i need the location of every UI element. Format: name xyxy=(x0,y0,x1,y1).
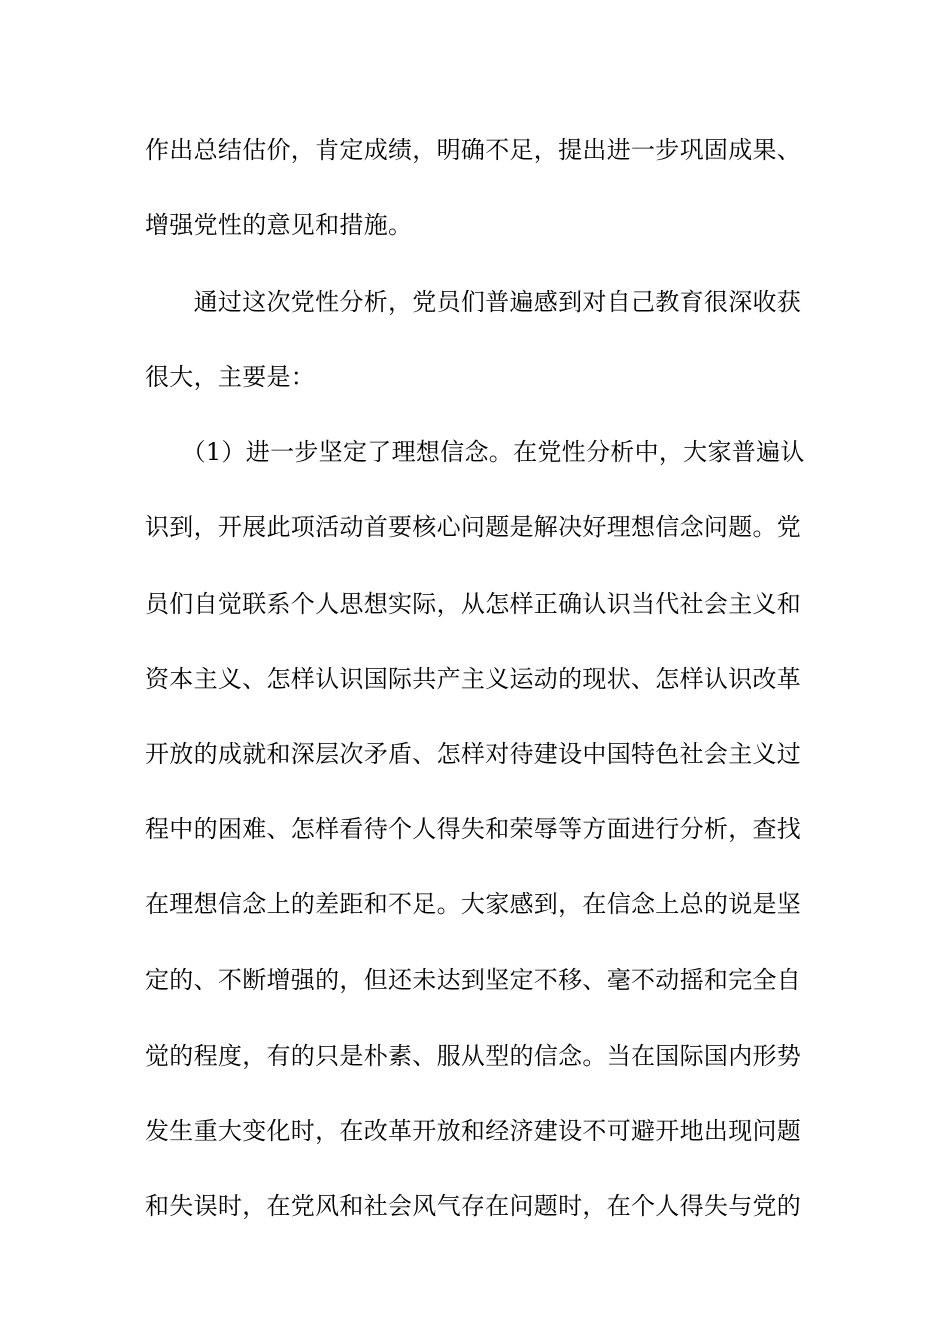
text-line: 识到，开展此项活动首要核心问题是解决好理想信念问题。党 xyxy=(145,513,802,541)
text-line: 觉的程度，有的只是朴素、服从型的信念。当在国际国内形势 xyxy=(145,1042,802,1070)
text-line: 员们自觉联系个人思想实际，从怎样正确认识当代社会主义和 xyxy=(145,590,802,618)
text-line: 程中的困难、怎样看待个人得失和荣辱等方面进行分析，查找 xyxy=(145,815,802,843)
text-line: （1）进一步坚定了理想信念。在党性分析中，大家普遍认 xyxy=(145,438,805,466)
text-line: 作出总结估价，肯定成绩，明确不足，提出进一步巩固成果、 xyxy=(145,136,802,164)
text-line: 开放的成就和深层次矛盾、怎样对待建设中国特色社会主义过 xyxy=(145,740,802,768)
text-line: 定的、不断增强的，但还未达到坚定不移、毫不动摇和完全自 xyxy=(145,966,802,994)
text-line: 在理想信念上的差距和不足。大家感到，在信念上总的说是坚 xyxy=(145,890,802,918)
text-line: 发生重大变化时，在改革开放和经济建设不可避开地出现问题 xyxy=(145,1117,802,1145)
text-line: 通过这次党性分析，党员们普遍感到对自己教育很深收获 xyxy=(145,288,802,316)
text-line: 资本主义、怎样认识国际共产主义运动的现状、怎样认识改革 xyxy=(145,665,802,693)
text-line: 和失误时，在党风和社会风气存在问题时，在个人得失与党的 xyxy=(145,1192,802,1220)
text-line: 很大，主要是： xyxy=(145,363,316,391)
text-line: 增强党性的意见和措施。 xyxy=(145,211,413,239)
